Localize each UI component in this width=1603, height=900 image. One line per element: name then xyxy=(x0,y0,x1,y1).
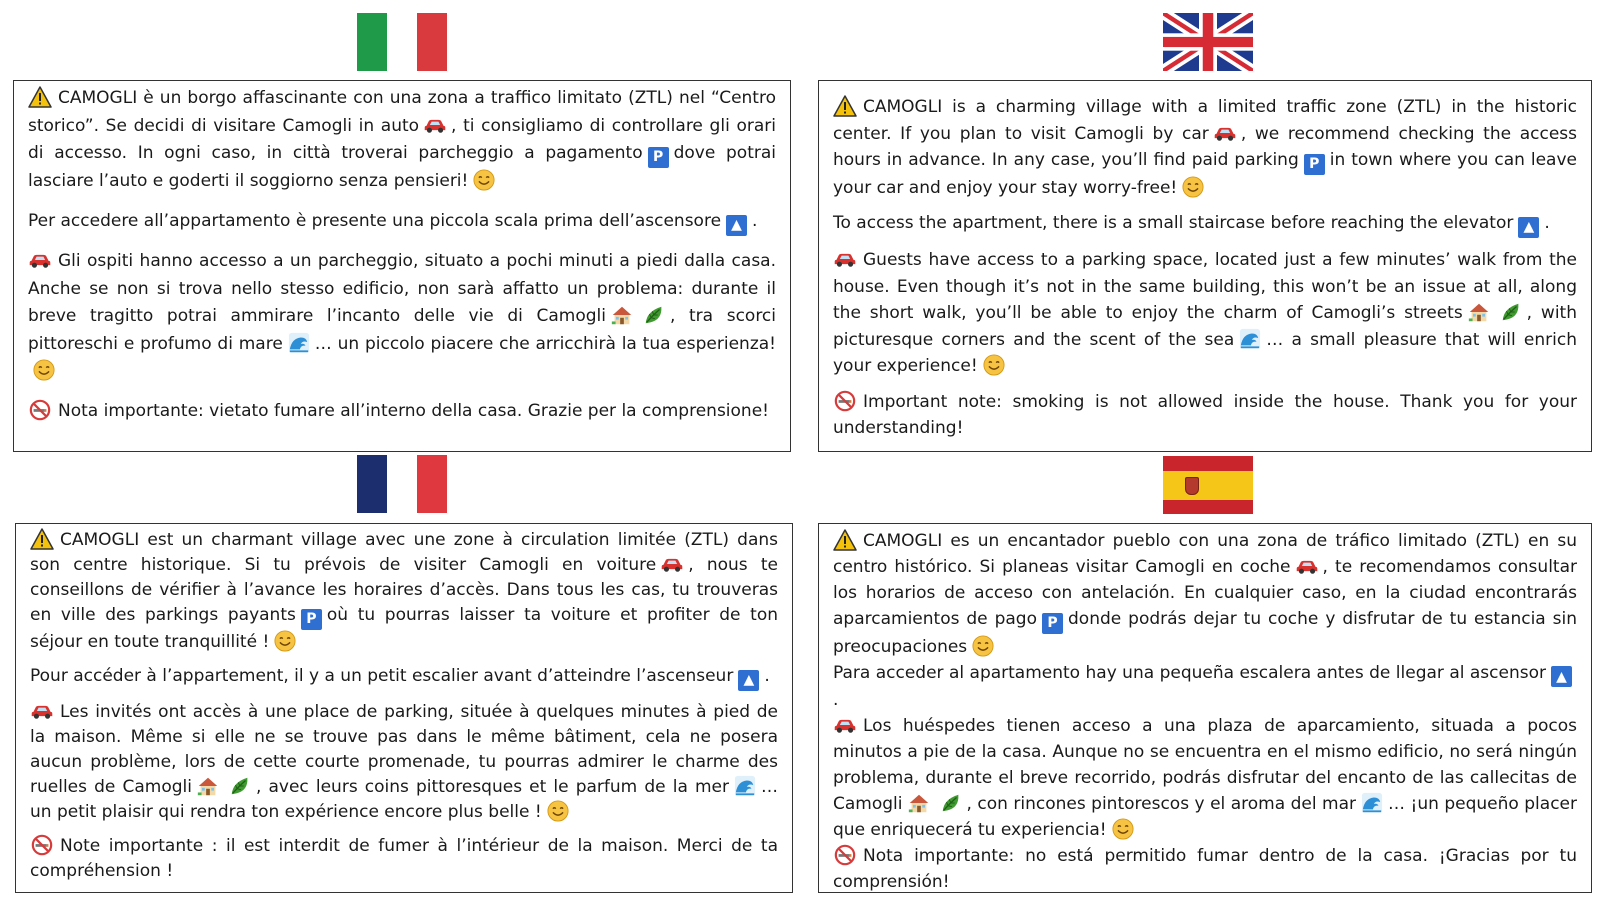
spanish-p4-text: Nota importante: no está permitido fumar dentro de la casa. ¡Gracias por tu comprensión! xyxy=(833,846,1577,892)
car-icon xyxy=(28,249,52,271)
italian-p4-text: Nota importante: vietato fumare all’interno della casa. Grazie per la comprensione! xyxy=(58,400,769,421)
car-icon xyxy=(30,700,54,722)
spanish-paragraph-2 xyxy=(833,660,1577,714)
french-p3-text-a: Les invités ont accès à une place de parking, située à quelques minutes à pied de la maison. Même si elle ne se trouve pas dans le même bâtiment, cela ne posera aucun problème, lors de cette courte promenade, tu pourras admirer le charme des ruelles de Camogli xyxy=(30,702,778,797)
smiley-icon xyxy=(1181,176,1205,198)
italian-paragraph-4 xyxy=(28,398,776,426)
italian-p2-text-a: Per accedere all’appartamento è presente una piccola scala prima dell’ascensore xyxy=(28,210,722,231)
french-p1-text-b: , nous te conseillons de vérifier à l’avance les horaires d’accès. Dans tous les cas, tu trouveras en ville des parkings payants xyxy=(30,555,778,625)
italian-p3-text-b: , tra scorci pittoreschi e profumo di mare xyxy=(28,306,776,354)
car-icon xyxy=(833,714,857,736)
smiley-icon xyxy=(32,359,56,381)
spain-flag-middle-stripe xyxy=(1163,471,1253,500)
up-arrow-button-icon: ▲ xyxy=(1518,217,1539,238)
house-icon xyxy=(1467,301,1491,323)
spanish-p2-text-b: . xyxy=(833,690,839,710)
english-text-box xyxy=(818,80,1592,452)
english-p4-text: Important note: smoking is not allowed inside the house. Thank you for your understanding! xyxy=(833,391,1577,438)
smiley-icon xyxy=(472,169,496,191)
parking-icon: P xyxy=(648,147,669,168)
wave-icon xyxy=(733,775,757,797)
parking-icon: P xyxy=(1304,154,1325,175)
smiley-icon xyxy=(971,635,995,657)
spain-flag-bottom-stripe xyxy=(1163,500,1253,515)
up-arrow-button-icon: ▲ xyxy=(1551,666,1572,687)
english-paragraph-3 xyxy=(833,247,1577,380)
italy-flag-red-stripe xyxy=(417,13,447,71)
spanish-paragraph-4 xyxy=(833,843,1577,893)
wave-icon xyxy=(287,332,311,354)
spain-flag-top-stripe xyxy=(1163,456,1253,471)
wave-icon xyxy=(1360,792,1384,814)
house-icon xyxy=(610,304,634,326)
smiley-icon xyxy=(1111,818,1135,840)
wave-icon xyxy=(1238,328,1262,350)
spanish-p1-text-b: , te recomendamos consultar los horarios de acceso con antelación. En cualquier caso, en la ciudad encontrarás aparcamientos de pago xyxy=(833,557,1577,629)
italy-flag-green-stripe xyxy=(357,13,387,71)
english-paragraph-1 xyxy=(833,94,1577,201)
leaf-icon xyxy=(642,304,666,326)
french-p3-text-b: , avec leurs coins pittoresques et le parfum de la mer xyxy=(255,777,729,797)
leaf-icon xyxy=(228,775,252,797)
italy-flag-white-stripe xyxy=(387,13,417,71)
english-p1-text-a: CAMOGLI is a charming village with a limited traffic zone (ZTL) in the historic center. If you plan to visit Camogli by car xyxy=(833,97,1577,144)
french-paragraph-1 xyxy=(30,528,778,655)
spanish-p1-text-a: CAMOGLI es un encantador pueblo con una zona de tráfico limitado (ZTL) en su centro histórico. Si planeas visitar Camogli en coche xyxy=(833,531,1577,577)
english-p2-text-a: To access the apartment, there is a small staircase before reaching the elevator xyxy=(833,213,1514,234)
up-arrow-button-icon: ▲ xyxy=(738,670,759,691)
spanish-p3-text-b: , con rincones pintorescos y el aroma del mar xyxy=(966,794,1357,814)
french-paragraph-2 xyxy=(30,664,778,691)
smiley-icon xyxy=(273,630,297,652)
italian-paragraph-3 xyxy=(28,248,776,386)
french-paragraph-4 xyxy=(30,834,778,884)
france-flag-icon xyxy=(357,455,447,513)
french-text-box xyxy=(15,523,793,893)
english-p1-text-c: in town where you can leave your car and enjoy your stay worry-free! xyxy=(833,150,1577,198)
spanish-paragraph-1 xyxy=(833,528,1577,660)
smiley-icon xyxy=(982,354,1006,376)
car-icon xyxy=(660,553,684,575)
uk-flag-icon xyxy=(1163,13,1253,71)
spain-coat-of-arms-icon xyxy=(1185,477,1199,495)
smiley-icon xyxy=(546,800,570,822)
spain-flag-icon xyxy=(1163,456,1253,514)
italian-p1-text-b: , ti consigliamo di controllare gli orari di accesso. In ogni caso, in città troverai parcheggio a pagamento xyxy=(28,115,776,163)
english-p3-text-a: Guests have access to a parking space, located just a few minutes’ walk from the house. Even though it’s not in the same building, this won’t be an issue at all, along the short walk, you’ll be able to enjoy the charm of Camogli’s streets xyxy=(833,250,1577,323)
spanish-p3-text-c: … ¡un pequeño placer que enriquecerá tu experiencia! xyxy=(833,794,1577,840)
warning-icon xyxy=(28,86,52,108)
parking-icon: P xyxy=(301,609,322,630)
french-paragraph-3 xyxy=(30,700,778,825)
italian-text-box xyxy=(13,80,791,452)
up-arrow-button-icon: ▲ xyxy=(726,215,747,236)
car-icon xyxy=(833,248,857,270)
italian-p1-text-c: dove potrai lasciare l’auto e goderti il soggiorno senza pensieri! xyxy=(28,143,777,192)
english-p1-text-b: , we recommend checking the access hours in advance. In any case, you’ll find paid parking xyxy=(833,123,1577,170)
house-icon xyxy=(196,775,220,797)
english-p3-text-c: … a small pleasure that will enrich your experience! xyxy=(833,329,1577,376)
spanish-p2-text-a: Para acceder al apartamento hay una pequeña escalera antes de llegar al ascensor xyxy=(833,662,1546,683)
french-p2-text-b: . xyxy=(764,666,770,686)
french-p2-text-a: Pour accéder à l’appartement, il y a un petit escalier avant d’atteindre l’ascenseur xyxy=(30,666,734,686)
no-smoking-icon xyxy=(833,390,857,412)
house-icon xyxy=(907,792,931,814)
no-smoking-icon xyxy=(30,834,54,856)
no-smoking-icon xyxy=(833,844,857,866)
car-icon xyxy=(423,114,447,136)
french-p1-text-a: CAMOGLI est un charmant village avec une zone à circulation limitée (ZTL) dans son centre historique. Si tu prévois de visiter Camogli en voiture xyxy=(30,530,778,575)
english-p3-text-b: , with picturesque corners and the scent of the sea xyxy=(833,303,1577,350)
french-p3-text-c: … un petit plaisir qui rendra ton expérience encore plus belle ! xyxy=(30,777,778,822)
car-icon xyxy=(1213,122,1237,144)
no-smoking-icon xyxy=(28,399,52,421)
italy-flag-icon xyxy=(357,13,447,71)
italian-p1-text-a: CAMOGLI è un borgo affascinante con una zona a traffico limitato (ZTL) nel “Centro storico”. Se decidi di visitare Camogli in auto xyxy=(28,88,776,136)
france-flag-blue-stripe xyxy=(357,455,387,513)
french-p1-text-c: où tu pourras laisser ta voiture et profiter de ton séjour en toute tranquillité ! xyxy=(30,605,778,652)
spanish-text-box xyxy=(818,523,1592,893)
france-flag-white-stripe xyxy=(387,455,417,513)
english-paragraph-2 xyxy=(833,210,1577,238)
leaf-icon xyxy=(939,792,963,814)
parking-icon: P xyxy=(1042,613,1063,634)
english-p2-text-b: . xyxy=(1544,213,1550,234)
italian-p2-text-b: . xyxy=(752,210,758,231)
italian-p3-text-c: … un piccolo piacere che arricchirà la tua esperienza! xyxy=(314,333,776,354)
warning-icon xyxy=(833,529,857,551)
france-flag-red-stripe xyxy=(417,455,447,513)
french-p4-text: Note importante : il est interdit de fumer à l’intérieur de la maison. Merci de ta compréhension ! xyxy=(30,836,778,881)
spanish-p3-text-a: Los huéspedes tienen acceso a una plaza de aparcamiento, situada a pocos minutos a pie de la casa. Aunque no se encuentra en el mismo edificio, no será ningún problema, durante el breve recorrido, podrás disfrutar del encanto de las callecitas de Camogli xyxy=(833,716,1577,814)
warning-icon xyxy=(30,528,54,550)
italian-paragraph-2 xyxy=(28,208,776,236)
italian-p3-text-a: Gli ospiti hanno accesso a un parcheggio, situato a pochi minuti a piedi dalla casa. Anche se non si trova nello stesso edificio, non sarà affatto un problema: durante il breve tragitto potrai ammirare l’incanto delle vie di Camogli xyxy=(28,251,776,326)
warning-icon xyxy=(833,95,857,117)
spanish-p1-text-c: donde podrás dejar tu coche y disfrutar de tu estancia sin preocupaciones xyxy=(833,609,1578,657)
spanish-paragraph-3 xyxy=(833,713,1577,843)
car-icon xyxy=(1295,555,1319,577)
italian-paragraph-1 xyxy=(28,85,776,196)
leaf-icon xyxy=(1499,301,1523,323)
english-paragraph-4 xyxy=(833,389,1577,442)
